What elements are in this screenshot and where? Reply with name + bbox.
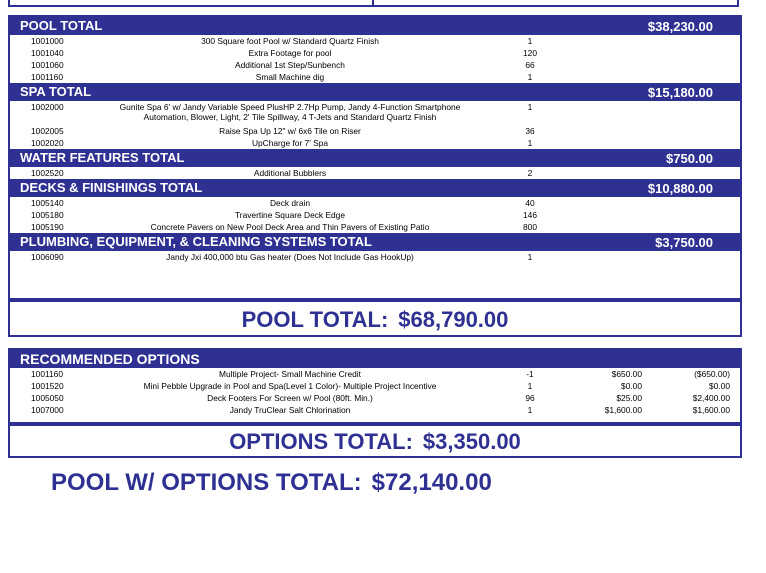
previous-table-bottom bbox=[8, 0, 739, 7]
item-description: Additional 1st Step/Sunbench bbox=[235, 60, 345, 70]
final-total-label: POOL W/ OPTIONS TOTAL: bbox=[51, 469, 362, 496]
table-row bbox=[10, 404, 740, 416]
column-divider bbox=[372, 0, 374, 7]
item-code: 1002520 bbox=[31, 168, 64, 178]
section-title: PLUMBING, EQUIPMENT, & CLEANING SYSTEMS TOTAL bbox=[20, 234, 372, 249]
table-row bbox=[10, 167, 740, 179]
item-code: 1001040 bbox=[31, 48, 64, 58]
section-total: $750.00 bbox=[666, 151, 713, 166]
pool-breakdown-table bbox=[8, 15, 742, 300]
item-description: Travertine Square Deck Edge bbox=[234, 210, 345, 220]
section-header-decks bbox=[10, 179, 740, 197]
table-row bbox=[10, 125, 740, 137]
item-quantity: 120 bbox=[523, 48, 537, 58]
table-row bbox=[10, 209, 740, 221]
item-quantity: 2 bbox=[527, 168, 533, 178]
item-description bbox=[90, 101, 490, 122]
item-code: 1002020 bbox=[31, 138, 64, 148]
item-price: $1,600.00 bbox=[604, 405, 642, 415]
item-code: 1001060 bbox=[31, 60, 64, 70]
pool-with-options-total bbox=[51, 469, 492, 497]
item-description: Concrete Pavers on New Pool Deck Area and Thin Pavers of Existing Patio bbox=[150, 222, 430, 232]
pool-total-label: POOL TOTAL: bbox=[241, 307, 389, 332]
section-title: WATER FEATURES TOTAL bbox=[20, 150, 185, 165]
item-quantity: 40 bbox=[525, 198, 535, 208]
item-amount: $1,600.00 bbox=[692, 405, 730, 415]
section-header-spa bbox=[10, 83, 740, 101]
item-amount: $0.00 bbox=[709, 381, 730, 391]
item-description: Jandy Jxi 400,000 btu Gas heater (Does Not Include Gas HookUp) bbox=[166, 252, 414, 262]
item-description: Deck Footers For Screen w/ Pool (80ft. Min.) bbox=[207, 393, 373, 403]
item-code: 1007000 bbox=[31, 405, 64, 415]
item-quantity: 36 bbox=[525, 126, 535, 136]
section-header-options bbox=[10, 350, 740, 368]
section-header-plumbing bbox=[10, 233, 740, 251]
item-code: 1001160 bbox=[31, 369, 63, 379]
item-code: 1005140 bbox=[31, 198, 64, 208]
section-header-pool bbox=[10, 17, 740, 35]
item-description: Multiple Project- Small Machine Credit bbox=[219, 369, 361, 379]
item-description: 300 Square foot Pool w/ Standard Quartz Finish bbox=[201, 36, 379, 46]
options-total-box bbox=[8, 424, 742, 458]
item-quantity: 1 bbox=[527, 72, 533, 82]
item-quantity: -1 bbox=[526, 369, 534, 379]
item-description: Additional Bubblers bbox=[253, 168, 327, 178]
item-description: UpCharge for 7' Spa bbox=[251, 138, 329, 148]
section-total: $3,750.00 bbox=[655, 235, 713, 250]
item-code: 1002005 bbox=[31, 126, 64, 136]
item-quantity: 1 bbox=[527, 36, 533, 46]
item-code: 1005180 bbox=[31, 210, 64, 220]
table-row bbox=[10, 197, 740, 209]
item-description: Extra Footage for pool bbox=[248, 48, 332, 58]
pool-total-value: $68,790.00 bbox=[398, 307, 509, 332]
item-quantity: 1 bbox=[527, 381, 533, 391]
item-description: Jandy TruClear Salt Chlorination bbox=[229, 405, 351, 415]
item-price: $25.00 bbox=[616, 393, 642, 403]
section-title: DECKS & FINISHINGS TOTAL bbox=[20, 180, 203, 195]
section-title: POOL TOTAL bbox=[20, 18, 103, 33]
table-row bbox=[10, 59, 740, 71]
section-total: $10,880.00 bbox=[647, 181, 713, 196]
item-description: Small Machine dig bbox=[255, 72, 325, 82]
item-code: 1001000 bbox=[31, 36, 64, 46]
item-code: 1001520 bbox=[31, 381, 64, 391]
item-quantity: 800 bbox=[523, 222, 537, 232]
item-code: 1002000 bbox=[31, 102, 64, 112]
table-row bbox=[10, 35, 740, 47]
item-description-line1: Gunite Spa 6' w/ Jandy Variable Speed PlusHP 2.7Hp Pump, Jandy 4-Function Smartphone bbox=[119, 102, 461, 112]
options-total-value: $3,350.00 bbox=[422, 429, 521, 454]
table-row bbox=[10, 47, 740, 59]
pool-total-box bbox=[8, 300, 742, 337]
item-price: $0.00 bbox=[621, 381, 642, 391]
item-amount: $2,400.00 bbox=[692, 393, 730, 403]
item-description-line2: Automation, Blower, Light, 2' Tile Spillway, 4 T-Jets and Standard Quartz Finish bbox=[143, 112, 437, 122]
table-row bbox=[10, 251, 740, 263]
table-row bbox=[10, 380, 740, 392]
item-code: 1005190 bbox=[31, 222, 64, 232]
item-code: 1005050 bbox=[31, 393, 64, 403]
item-quantity: 66 bbox=[525, 60, 535, 70]
item-code: 1006090 bbox=[31, 252, 64, 262]
table-row bbox=[10, 71, 740, 83]
item-quantity: 1 bbox=[527, 102, 533, 112]
section-header-water-features bbox=[10, 149, 740, 167]
item-code: 1001160 bbox=[31, 72, 63, 82]
section-total: $15,180.00 bbox=[647, 85, 713, 100]
table-row bbox=[10, 392, 740, 404]
table-row bbox=[10, 221, 740, 233]
table-row bbox=[10, 368, 740, 380]
table-row bbox=[10, 137, 740, 149]
item-quantity: 1 bbox=[527, 252, 533, 262]
item-description: Mini Pebble Upgrade in Pool and Spa(Level 1 Color)- Multiple Project Incentive bbox=[143, 381, 437, 391]
final-total-value: $72,140.00 bbox=[371, 469, 492, 496]
item-description: Deck drain bbox=[269, 198, 311, 208]
item-quantity: 1 bbox=[527, 138, 533, 148]
item-quantity: 96 bbox=[525, 393, 535, 403]
section-total: $38,230.00 bbox=[647, 19, 713, 34]
item-quantity: 1 bbox=[527, 405, 533, 415]
table-row bbox=[10, 101, 740, 125]
section-title: RECOMMENDED OPTIONS bbox=[20, 351, 200, 367]
item-description: Raise Spa Up 12" w/ 6x6 Tile on Riser bbox=[219, 126, 361, 136]
section-title: SPA TOTAL bbox=[20, 84, 92, 99]
options-total-label: OPTIONS TOTAL: bbox=[229, 429, 413, 454]
item-price: $650.00 bbox=[611, 369, 642, 379]
options-table bbox=[8, 348, 742, 424]
item-quantity: 146 bbox=[523, 210, 537, 220]
item-amount: ($650.00) bbox=[694, 369, 730, 379]
